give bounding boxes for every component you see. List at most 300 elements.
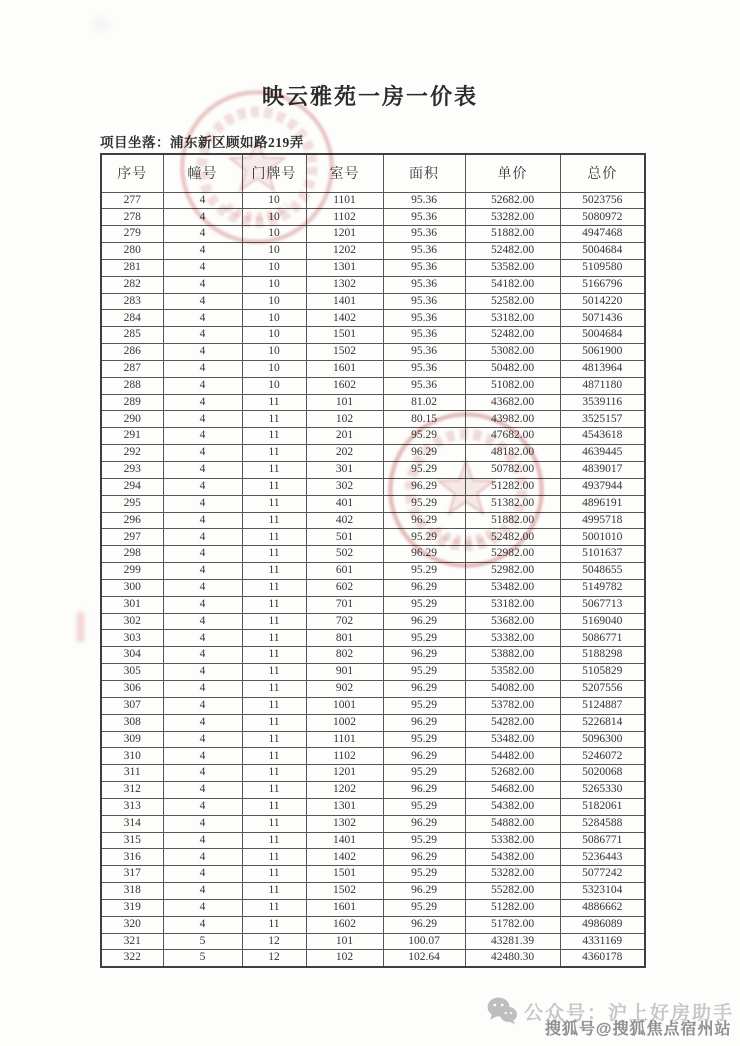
table-row bbox=[101, 529, 645, 546]
table-row bbox=[101, 209, 645, 226]
cell-area: 95.36 bbox=[383, 344, 465, 361]
cell-room: 1302 bbox=[306, 815, 383, 832]
cell-unit-price: 53582.00 bbox=[465, 664, 560, 681]
table-row bbox=[101, 815, 645, 832]
cell-building: 5 bbox=[163, 950, 242, 967]
cell-unit-price: 54382.00 bbox=[465, 849, 560, 866]
cell-index: 313 bbox=[101, 798, 163, 815]
project-location-label: 项目坐落：浦东新区顾如路219弄 bbox=[100, 135, 304, 150]
cell-unit-price: 51282.00 bbox=[465, 478, 560, 495]
cell-building: 4 bbox=[163, 478, 242, 495]
cell-building: 4 bbox=[163, 226, 242, 243]
cell-index: 286 bbox=[101, 344, 163, 361]
cell-room: 802 bbox=[306, 647, 383, 664]
cell-area: 95.36 bbox=[383, 327, 465, 344]
cell-door-number: 11 bbox=[242, 765, 306, 782]
cell-unit-price: 51882.00 bbox=[465, 226, 560, 243]
cell-building: 4 bbox=[163, 546, 242, 563]
cell-area: 96.29 bbox=[383, 647, 465, 664]
cell-index: 277 bbox=[101, 192, 163, 209]
cell-index: 308 bbox=[101, 714, 163, 731]
cell-room: 402 bbox=[306, 512, 383, 529]
cell-area: 95.29 bbox=[383, 697, 465, 714]
table-row bbox=[101, 950, 645, 967]
table-row bbox=[101, 495, 645, 512]
cell-building: 4 bbox=[163, 327, 242, 344]
cell-total-price: 4813964 bbox=[560, 360, 645, 377]
cell-total-price: 5323104 bbox=[560, 883, 645, 900]
table-row bbox=[101, 849, 645, 866]
cell-total-price: 3539116 bbox=[560, 394, 645, 411]
cell-door-number: 10 bbox=[242, 377, 306, 394]
cell-total-price: 5067713 bbox=[560, 596, 645, 613]
cell-building: 4 bbox=[163, 411, 242, 428]
cell-unit-price: 53482.00 bbox=[465, 579, 560, 596]
cell-door-number: 11 bbox=[242, 462, 306, 479]
cell-door-number: 10 bbox=[242, 259, 306, 276]
cell-unit-price: 43281.39 bbox=[465, 933, 560, 950]
cell-area: 95.29 bbox=[383, 462, 465, 479]
cell-index: 304 bbox=[101, 647, 163, 664]
cell-area: 80.15 bbox=[383, 411, 465, 428]
cell-unit-price: 48182.00 bbox=[465, 445, 560, 462]
cell-building: 4 bbox=[163, 596, 242, 613]
cell-door-number: 12 bbox=[242, 933, 306, 950]
cell-unit-price: 53682.00 bbox=[465, 613, 560, 630]
cell-door-number: 11 bbox=[242, 782, 306, 799]
cell-room: 1301 bbox=[306, 798, 383, 815]
cell-unit-price: 50782.00 bbox=[465, 462, 560, 479]
cell-door-number: 11 bbox=[242, 832, 306, 849]
cell-unit-price: 42480.30 bbox=[465, 950, 560, 967]
table-row bbox=[101, 782, 645, 799]
table-row bbox=[101, 933, 645, 950]
cell-building: 4 bbox=[163, 310, 242, 327]
cell-room: 202 bbox=[306, 445, 383, 462]
cell-index: 321 bbox=[101, 933, 163, 950]
cell-index: 291 bbox=[101, 428, 163, 445]
cell-room: 1501 bbox=[306, 866, 383, 883]
cell-area: 96.29 bbox=[383, 613, 465, 630]
table-row bbox=[101, 394, 645, 411]
cell-building: 4 bbox=[163, 344, 242, 361]
cell-door-number: 11 bbox=[242, 579, 306, 596]
table-row bbox=[101, 243, 645, 260]
column-header-door-number: 门牌号 bbox=[242, 154, 306, 192]
cell-room: 302 bbox=[306, 478, 383, 495]
cell-unit-price: 53082.00 bbox=[465, 344, 560, 361]
table-row bbox=[101, 899, 645, 916]
cell-area: 95.29 bbox=[383, 428, 465, 445]
cell-total-price: 5105829 bbox=[560, 664, 645, 681]
cell-building: 4 bbox=[163, 883, 242, 900]
cell-area: 102.64 bbox=[383, 950, 465, 967]
cell-room: 1002 bbox=[306, 714, 383, 731]
table-row bbox=[101, 680, 645, 697]
cell-total-price: 4947468 bbox=[560, 226, 645, 243]
cell-building: 4 bbox=[163, 714, 242, 731]
cell-room: 501 bbox=[306, 529, 383, 546]
cell-index: 294 bbox=[101, 478, 163, 495]
column-header-total-price: 总价 bbox=[560, 154, 645, 192]
cell-room: 1402 bbox=[306, 849, 383, 866]
cell-unit-price: 51382.00 bbox=[465, 495, 560, 512]
cell-total-price: 5109580 bbox=[560, 259, 645, 276]
cell-room: 1201 bbox=[306, 765, 383, 782]
table-row bbox=[101, 748, 645, 765]
cell-total-price: 5080972 bbox=[560, 209, 645, 226]
cell-building: 4 bbox=[163, 697, 242, 714]
cell-total-price: 4639445 bbox=[560, 445, 645, 462]
cell-door-number: 10 bbox=[242, 293, 306, 310]
cell-unit-price: 51282.00 bbox=[465, 899, 560, 916]
cell-door-number: 12 bbox=[242, 950, 306, 967]
cell-building: 4 bbox=[163, 243, 242, 260]
table-row bbox=[101, 478, 645, 495]
cell-unit-price: 54182.00 bbox=[465, 276, 560, 293]
table-row bbox=[101, 596, 645, 613]
cell-room: 1202 bbox=[306, 782, 383, 799]
cell-room: 702 bbox=[306, 613, 383, 630]
cell-unit-price: 52682.00 bbox=[465, 192, 560, 209]
table-row bbox=[101, 546, 645, 563]
cell-index: 309 bbox=[101, 731, 163, 748]
cell-door-number: 10 bbox=[242, 344, 306, 361]
cell-area: 95.29 bbox=[383, 899, 465, 916]
cell-room: 1601 bbox=[306, 899, 383, 916]
table-row bbox=[101, 630, 645, 647]
cell-area: 95.29 bbox=[383, 630, 465, 647]
cell-area: 95.29 bbox=[383, 765, 465, 782]
cell-building: 4 bbox=[163, 293, 242, 310]
cell-index: 302 bbox=[101, 613, 163, 630]
cell-unit-price: 52482.00 bbox=[465, 243, 560, 260]
cell-room: 1402 bbox=[306, 310, 383, 327]
cell-room: 1602 bbox=[306, 916, 383, 933]
cell-index: 295 bbox=[101, 495, 163, 512]
cell-room: 102 bbox=[306, 950, 383, 967]
cell-total-price: 5265330 bbox=[560, 782, 645, 799]
cell-unit-price: 53382.00 bbox=[465, 832, 560, 849]
table-row bbox=[101, 462, 645, 479]
cell-index: 297 bbox=[101, 529, 163, 546]
table-row bbox=[101, 192, 645, 209]
cell-index: 298 bbox=[101, 546, 163, 563]
cell-area: 96.29 bbox=[383, 916, 465, 933]
cell-room: 1001 bbox=[306, 697, 383, 714]
cell-area: 95.29 bbox=[383, 495, 465, 512]
cell-area: 96.29 bbox=[383, 579, 465, 596]
cell-index: 319 bbox=[101, 899, 163, 916]
cell-total-price: 5061900 bbox=[560, 344, 645, 361]
cell-room: 1401 bbox=[306, 293, 383, 310]
cell-area: 95.36 bbox=[383, 310, 465, 327]
cell-unit-price: 43682.00 bbox=[465, 394, 560, 411]
column-header-index: 序号 bbox=[101, 154, 163, 192]
cell-unit-price: 52582.00 bbox=[465, 293, 560, 310]
cell-total-price: 5166796 bbox=[560, 276, 645, 293]
table-row bbox=[101, 798, 645, 815]
cell-room: 502 bbox=[306, 546, 383, 563]
wechat-account-watermark: 公众号：沪上好房助手 bbox=[524, 1003, 735, 1024]
cell-building: 5 bbox=[163, 933, 242, 950]
cell-total-price: 5096300 bbox=[560, 731, 645, 748]
cell-building: 4 bbox=[163, 765, 242, 782]
cell-total-price: 4331169 bbox=[560, 933, 645, 950]
cell-index: 284 bbox=[101, 310, 163, 327]
cell-area: 96.29 bbox=[383, 714, 465, 731]
cell-building: 4 bbox=[163, 563, 242, 580]
cell-unit-price: 53282.00 bbox=[465, 209, 560, 226]
cell-door-number: 10 bbox=[242, 243, 306, 260]
cell-building: 4 bbox=[163, 849, 242, 866]
cell-total-price: 5071436 bbox=[560, 310, 645, 327]
cell-door-number: 11 bbox=[242, 680, 306, 697]
cell-building: 4 bbox=[163, 630, 242, 647]
cell-total-price: 4886662 bbox=[560, 899, 645, 916]
cell-door-number: 11 bbox=[242, 411, 306, 428]
cell-room: 1301 bbox=[306, 259, 383, 276]
table-row bbox=[101, 664, 645, 681]
cell-building: 4 bbox=[163, 192, 242, 209]
cell-area: 95.36 bbox=[383, 209, 465, 226]
cell-total-price: 5020068 bbox=[560, 765, 645, 782]
cell-index: 281 bbox=[101, 259, 163, 276]
cell-total-price: 5124887 bbox=[560, 697, 645, 714]
cell-total-price: 4986089 bbox=[560, 916, 645, 933]
column-header-building: 幢号 bbox=[163, 154, 242, 192]
cell-index: 299 bbox=[101, 563, 163, 580]
cell-area: 96.29 bbox=[383, 680, 465, 697]
cell-index: 289 bbox=[101, 394, 163, 411]
cell-index: 280 bbox=[101, 243, 163, 260]
cell-room: 601 bbox=[306, 563, 383, 580]
cell-door-number: 11 bbox=[242, 798, 306, 815]
cell-door-number: 11 bbox=[242, 866, 306, 883]
cell-door-number: 11 bbox=[242, 445, 306, 462]
table-row bbox=[101, 310, 645, 327]
table-row bbox=[101, 731, 645, 748]
cell-building: 4 bbox=[163, 579, 242, 596]
cell-building: 4 bbox=[163, 276, 242, 293]
cell-area: 95.29 bbox=[383, 563, 465, 580]
cell-total-price: 5188298 bbox=[560, 647, 645, 664]
cell-total-price: 5004684 bbox=[560, 243, 645, 260]
cell-area: 95.36 bbox=[383, 276, 465, 293]
cell-building: 4 bbox=[163, 782, 242, 799]
cell-total-price: 5014220 bbox=[560, 293, 645, 310]
cell-building: 4 bbox=[163, 445, 242, 462]
cell-total-price: 5023756 bbox=[560, 192, 645, 209]
cell-total-price: 4995718 bbox=[560, 512, 645, 529]
cell-door-number: 11 bbox=[242, 546, 306, 563]
cell-unit-price: 53382.00 bbox=[465, 630, 560, 647]
cell-index: 315 bbox=[101, 832, 163, 849]
column-header-room: 室号 bbox=[306, 154, 383, 192]
cell-index: 287 bbox=[101, 360, 163, 377]
cell-total-price: 5077242 bbox=[560, 866, 645, 883]
cell-door-number: 11 bbox=[242, 664, 306, 681]
cell-index: 292 bbox=[101, 445, 163, 462]
table-row bbox=[101, 276, 645, 293]
cell-door-number: 11 bbox=[242, 428, 306, 445]
wechat-icon bbox=[486, 996, 518, 1026]
cell-door-number: 11 bbox=[242, 613, 306, 630]
cell-building: 4 bbox=[163, 748, 242, 765]
cell-total-price: 5101637 bbox=[560, 546, 645, 563]
cell-area: 96.29 bbox=[383, 883, 465, 900]
sohu-watermark: 搜狐号@搜狐焦点宿州站 bbox=[545, 1021, 732, 1038]
cell-building: 4 bbox=[163, 916, 242, 933]
cell-total-price: 5236443 bbox=[560, 849, 645, 866]
table-row bbox=[101, 428, 645, 445]
cell-area: 100.07 bbox=[383, 933, 465, 950]
cell-unit-price: 52982.00 bbox=[465, 546, 560, 563]
cell-building: 4 bbox=[163, 360, 242, 377]
scan-smudge bbox=[77, 612, 84, 642]
cell-total-price: 5182061 bbox=[560, 798, 645, 815]
cell-door-number: 11 bbox=[242, 899, 306, 916]
cell-area: 95.36 bbox=[383, 377, 465, 394]
price-table bbox=[100, 153, 646, 968]
cell-room: 1401 bbox=[306, 832, 383, 849]
cell-unit-price: 54282.00 bbox=[465, 714, 560, 731]
cell-building: 4 bbox=[163, 664, 242, 681]
cell-door-number: 10 bbox=[242, 209, 306, 226]
cell-door-number: 11 bbox=[242, 731, 306, 748]
column-header-area: 面积 bbox=[383, 154, 465, 192]
cell-total-price: 4543618 bbox=[560, 428, 645, 445]
cell-unit-price: 53182.00 bbox=[465, 310, 560, 327]
cell-index: 278 bbox=[101, 209, 163, 226]
cell-building: 4 bbox=[163, 899, 242, 916]
cell-building: 4 bbox=[163, 259, 242, 276]
cell-index: 293 bbox=[101, 462, 163, 479]
cell-unit-price: 54882.00 bbox=[465, 815, 560, 832]
cell-index: 307 bbox=[101, 697, 163, 714]
cell-area: 95.29 bbox=[383, 798, 465, 815]
cell-unit-price: 51082.00 bbox=[465, 377, 560, 394]
table-row bbox=[101, 647, 645, 664]
cell-building: 4 bbox=[163, 866, 242, 883]
cell-unit-price: 53582.00 bbox=[465, 259, 560, 276]
cell-area: 95.29 bbox=[383, 529, 465, 546]
cell-area: 96.29 bbox=[383, 445, 465, 462]
table-row bbox=[101, 883, 645, 900]
cell-door-number: 11 bbox=[242, 714, 306, 731]
cell-area: 95.36 bbox=[383, 226, 465, 243]
cell-door-number: 11 bbox=[242, 630, 306, 647]
cell-door-number: 10 bbox=[242, 276, 306, 293]
table-body bbox=[101, 192, 645, 967]
cell-door-number: 11 bbox=[242, 495, 306, 512]
cell-area: 96.29 bbox=[383, 478, 465, 495]
cell-index: 311 bbox=[101, 765, 163, 782]
cell-building: 4 bbox=[163, 731, 242, 748]
cell-door-number: 10 bbox=[242, 310, 306, 327]
cell-unit-price: 54382.00 bbox=[465, 798, 560, 815]
cell-unit-price: 53782.00 bbox=[465, 697, 560, 714]
cell-index: 282 bbox=[101, 276, 163, 293]
cell-building: 4 bbox=[163, 512, 242, 529]
cell-room: 902 bbox=[306, 680, 383, 697]
cell-door-number: 11 bbox=[242, 697, 306, 714]
cell-room: 401 bbox=[306, 495, 383, 512]
cell-building: 4 bbox=[163, 209, 242, 226]
cell-total-price: 5169040 bbox=[560, 613, 645, 630]
cell-door-number: 11 bbox=[242, 563, 306, 580]
table-row bbox=[101, 327, 645, 344]
cell-area: 95.29 bbox=[383, 596, 465, 613]
table-row bbox=[101, 579, 645, 596]
cell-room: 1102 bbox=[306, 209, 383, 226]
cell-area: 95.36 bbox=[383, 192, 465, 209]
cell-room: 102 bbox=[306, 411, 383, 428]
cell-index: 305 bbox=[101, 664, 163, 681]
cell-door-number: 11 bbox=[242, 478, 306, 495]
cell-building: 4 bbox=[163, 428, 242, 445]
cell-unit-price: 52482.00 bbox=[465, 327, 560, 344]
cell-area: 96.29 bbox=[383, 748, 465, 765]
cell-unit-price: 52982.00 bbox=[465, 563, 560, 580]
cell-unit-price: 54082.00 bbox=[465, 680, 560, 697]
cell-building: 4 bbox=[163, 613, 242, 630]
table-row bbox=[101, 344, 645, 361]
cell-index: 290 bbox=[101, 411, 163, 428]
cell-unit-price: 51882.00 bbox=[465, 512, 560, 529]
cell-door-number: 11 bbox=[242, 647, 306, 664]
cell-unit-price: 51782.00 bbox=[465, 916, 560, 933]
cell-door-number: 11 bbox=[242, 512, 306, 529]
cell-total-price: 4360178 bbox=[560, 950, 645, 967]
cell-area: 95.36 bbox=[383, 259, 465, 276]
cell-door-number: 10 bbox=[242, 360, 306, 377]
cell-unit-price: 53182.00 bbox=[465, 596, 560, 613]
cell-index: 322 bbox=[101, 950, 163, 967]
table-row bbox=[101, 866, 645, 883]
cell-door-number: 11 bbox=[242, 596, 306, 613]
table-row bbox=[101, 512, 645, 529]
cell-room: 1101 bbox=[306, 192, 383, 209]
cell-door-number: 11 bbox=[242, 849, 306, 866]
cell-index: 301 bbox=[101, 596, 163, 613]
cell-room: 101 bbox=[306, 394, 383, 411]
cell-area: 95.29 bbox=[383, 832, 465, 849]
cell-area: 95.29 bbox=[383, 664, 465, 681]
cell-total-price: 5207556 bbox=[560, 680, 645, 697]
table-row bbox=[101, 445, 645, 462]
cell-building: 4 bbox=[163, 394, 242, 411]
cell-total-price: 5284588 bbox=[560, 815, 645, 832]
cell-building: 4 bbox=[163, 529, 242, 546]
page-title: 映云雅苑一房一价表 bbox=[261, 84, 478, 109]
cell-room: 201 bbox=[306, 428, 383, 445]
cell-unit-price: 47682.00 bbox=[465, 428, 560, 445]
column-header-unit-price: 单价 bbox=[465, 154, 560, 192]
table-row bbox=[101, 916, 645, 933]
cell-index: 320 bbox=[101, 916, 163, 933]
cell-door-number: 11 bbox=[242, 748, 306, 765]
cell-area: 95.36 bbox=[383, 360, 465, 377]
table-row bbox=[101, 259, 645, 276]
cell-door-number: 11 bbox=[242, 916, 306, 933]
cell-index: 303 bbox=[101, 630, 163, 647]
cell-index: 314 bbox=[101, 815, 163, 832]
cell-unit-price: 53282.00 bbox=[465, 866, 560, 883]
cell-building: 4 bbox=[163, 680, 242, 697]
cell-total-price: 5246072 bbox=[560, 748, 645, 765]
table-row bbox=[101, 832, 645, 849]
